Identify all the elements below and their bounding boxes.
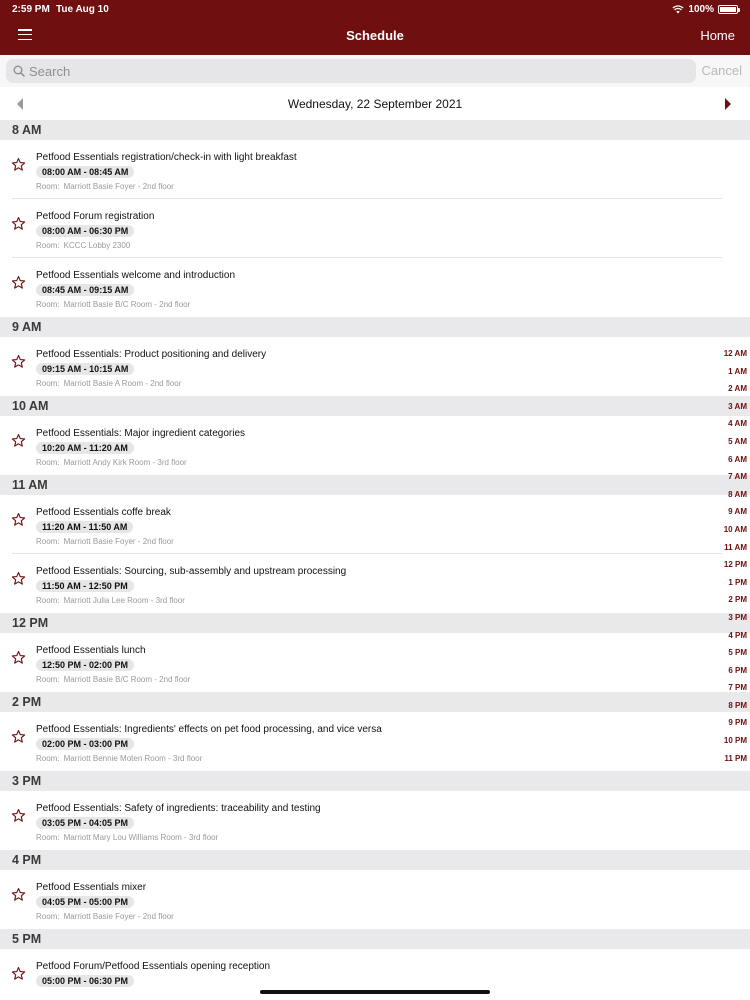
room-name: Marriott Bennie Moten Room - 3rd floor (63, 754, 203, 763)
hour-index-item[interactable]: 11 PM (724, 753, 747, 763)
event-title: Petfood Essentials registration/check-in with light breakfast (36, 152, 297, 163)
section-header: 10 AM (0, 396, 750, 416)
event-title: Petfood Forum/Petfood Essentials opening reception (36, 961, 271, 972)
event-room (36, 458, 187, 467)
event-title: Petfood Essentials: Major ingredient categories (36, 428, 246, 439)
event-room (36, 300, 190, 309)
room-name: Marriott Andy Kirk Room - 3rd floor (63, 458, 187, 467)
section-header: 5 PM (0, 929, 750, 949)
event-row[interactable] (0, 633, 750, 692)
hour-index-bar[interactable] (717, 345, 747, 767)
star-icon[interactable] (11, 650, 26, 665)
hour-index-item[interactable]: 6 PM (728, 665, 747, 675)
event-row[interactable] (0, 140, 750, 199)
hour-index-item[interactable]: 9 PM (728, 718, 747, 728)
status-indicators (672, 4, 738, 15)
section-header: 12 PM (0, 613, 750, 633)
hour-index-item[interactable]: 10 PM (723, 736, 747, 746)
hour-index-item[interactable]: 7 PM (728, 683, 747, 693)
event-title: Petfood Essentials: Sourcing, sub-assembly and upstream processing (36, 566, 347, 577)
star-icon[interactable] (11, 887, 26, 902)
section-header: 2 PM (0, 692, 750, 712)
section-header: 11 AM (0, 475, 750, 495)
section-header: 4 PM (0, 850, 750, 870)
event-title: Petfood Essentials lunch (36, 645, 146, 656)
event-room (36, 241, 130, 250)
search-input[interactable] (29, 64, 669, 79)
event-row[interactable] (0, 337, 750, 396)
hour-index-item[interactable]: 6 AM (728, 454, 747, 464)
hour-index-item[interactable]: 3 PM (728, 612, 747, 622)
hour-index-item[interactable]: 5 PM (728, 648, 747, 658)
page-title: Schedule (346, 28, 404, 43)
event-room (36, 182, 174, 191)
star-icon[interactable] (11, 966, 26, 981)
event-row[interactable] (0, 416, 750, 475)
status-time: 2:59 PM (12, 4, 50, 15)
navigation-bar (0, 0, 750, 55)
hour-index-item[interactable]: 4 PM (728, 630, 747, 640)
event-room (36, 537, 174, 546)
event-time-badge: 08:00 AM - 06:30 PM (36, 225, 134, 237)
battery-icon (718, 5, 738, 14)
event-row[interactable] (0, 712, 750, 771)
star-icon[interactable] (11, 157, 26, 172)
room-prefix: Room: (36, 300, 60, 309)
star-icon[interactable] (11, 808, 26, 823)
hour-index-item[interactable]: 2 PM (728, 595, 747, 605)
event-time-badge: 04:05 PM - 05:00 PM (36, 896, 134, 908)
room-name: Marriott Mary Lou Williams Room - 3rd floor (63, 833, 219, 842)
room-name: Marriott Basie Foyer - 2nd floor (63, 182, 174, 191)
event-room (36, 912, 174, 921)
event-time-badge: 08:00 AM - 08:45 AM (36, 166, 134, 178)
hour-index-item[interactable]: 12 AM (723, 349, 747, 358)
hour-index-item[interactable]: 5 AM (728, 436, 747, 446)
section-header: 9 AM (0, 317, 750, 337)
hour-index-item[interactable]: 9 AM (728, 507, 747, 517)
event-room (36, 675, 190, 684)
hour-index-item[interactable]: 10 AM (723, 524, 747, 534)
event-title: Petfood Essentials welcome and introduction (36, 270, 236, 281)
hour-index-item[interactable]: 1 PM (728, 577, 747, 587)
room-name: Marriott Basie A Room - 2nd floor (63, 379, 182, 388)
star-icon[interactable] (11, 571, 26, 586)
event-room (36, 379, 181, 388)
search-bar (0, 55, 750, 87)
date-label: Wednesday, 22 September 2021 (287, 97, 463, 111)
hour-index-item[interactable]: 4 AM (728, 419, 747, 429)
event-row[interactable] (0, 495, 750, 554)
home-button[interactable]: Home (700, 28, 735, 43)
event-title: Petfood Essentials coffe break (36, 507, 171, 518)
event-time-badge: 12:50 PM - 02:00 PM (36, 659, 134, 671)
event-time-badge: 10:20 AM - 11:20 AM (36, 442, 134, 454)
event-time-badge: 02:00 PM - 03:00 PM (36, 738, 134, 750)
room-name: Marriott Basie B/C Room - 2nd floor (63, 675, 191, 684)
hour-index-item[interactable]: 1 AM (728, 366, 747, 376)
event-time-badge: 08:45 AM - 09:15 AM (36, 284, 134, 296)
event-time-badge: 11:50 AM - 12:50 PM (36, 580, 134, 592)
hour-index-item[interactable]: 3 AM (728, 401, 747, 411)
event-time-badge: 03:05 PM - 04:05 PM (36, 817, 134, 829)
room-prefix: Room: (36, 596, 60, 605)
hour-index-item[interactable]: 7 AM (728, 472, 747, 482)
event-time-badge: 11:20 AM - 11:50 AM (36, 521, 133, 533)
event-row[interactable] (0, 870, 750, 929)
room-prefix: Room: (36, 754, 60, 763)
event-title: Petfood Essentials: Product positioning and delivery (36, 349, 267, 360)
event-title: Petfood Essentials: Ingredients' effects on pet food processing, and vice versa (36, 724, 382, 735)
room-name: Marriott Basie Foyer - 2nd floor (63, 912, 174, 921)
event-title: Petfood Essentials: Safety of ingredients: traceability and testing (36, 803, 321, 814)
room-prefix: Room: (36, 675, 60, 684)
room-prefix: Room: (36, 833, 60, 842)
event-time-badge: 05:00 PM - 06:30 PM (36, 975, 134, 987)
event-room (36, 596, 185, 605)
room-prefix: Room: (36, 458, 60, 467)
event-room (36, 754, 202, 763)
search-field[interactable] (6, 59, 696, 83)
cancel-button[interactable]: Cancel (701, 63, 742, 78)
star-icon[interactable] (11, 275, 26, 290)
star-icon[interactable] (11, 729, 26, 744)
status-date: Tue Aug 10 (56, 4, 109, 15)
event-row[interactable] (0, 199, 750, 258)
search-icon (13, 65, 25, 77)
room-prefix: Room: (36, 241, 60, 250)
star-icon[interactable] (11, 433, 26, 448)
hour-index-item[interactable]: 8 AM (728, 489, 747, 499)
hour-index-item[interactable]: 2 AM (728, 384, 747, 394)
next-day-icon[interactable] (725, 98, 731, 110)
star-icon[interactable] (11, 216, 26, 231)
room-name: Marriott Basie Foyer - 2nd floor (63, 537, 174, 546)
event-row[interactable] (0, 791, 750, 850)
battery-percentage: 100% (688, 4, 714, 15)
section-header: 3 PM (0, 771, 750, 791)
star-icon[interactable] (11, 354, 26, 369)
room-name: Marriott Julia Lee Room - 3rd floor (63, 596, 185, 605)
event-row[interactable] (0, 258, 750, 317)
wifi-icon (672, 5, 684, 14)
hour-index-item[interactable]: 12 PM (723, 560, 747, 570)
room-prefix: Room: (36, 537, 60, 546)
room-prefix: Room: (36, 182, 60, 191)
room-prefix: Room: (36, 912, 60, 921)
hour-index-item[interactable]: 8 PM (728, 700, 747, 710)
star-icon[interactable] (11, 512, 26, 527)
event-room (36, 833, 218, 842)
hour-index-item[interactable]: 11 AM (724, 542, 747, 552)
event-time-badge: 09:15 AM - 10:15 AM (36, 363, 134, 375)
event-title: Petfood Essentials mixer (36, 882, 147, 893)
schedule-list[interactable] (0, 120, 750, 1000)
event-row[interactable] (0, 554, 750, 613)
date-navigator (0, 88, 750, 120)
section-header: 8 AM (0, 120, 750, 140)
room-name: Marriott Basie B/C Room - 2nd floor (63, 300, 191, 309)
room-prefix: Room: (36, 379, 60, 388)
home-indicator (260, 990, 490, 994)
room-name: KCCC Lobby 2300 (63, 241, 131, 250)
event-title: Petfood Forum registration (36, 211, 155, 222)
